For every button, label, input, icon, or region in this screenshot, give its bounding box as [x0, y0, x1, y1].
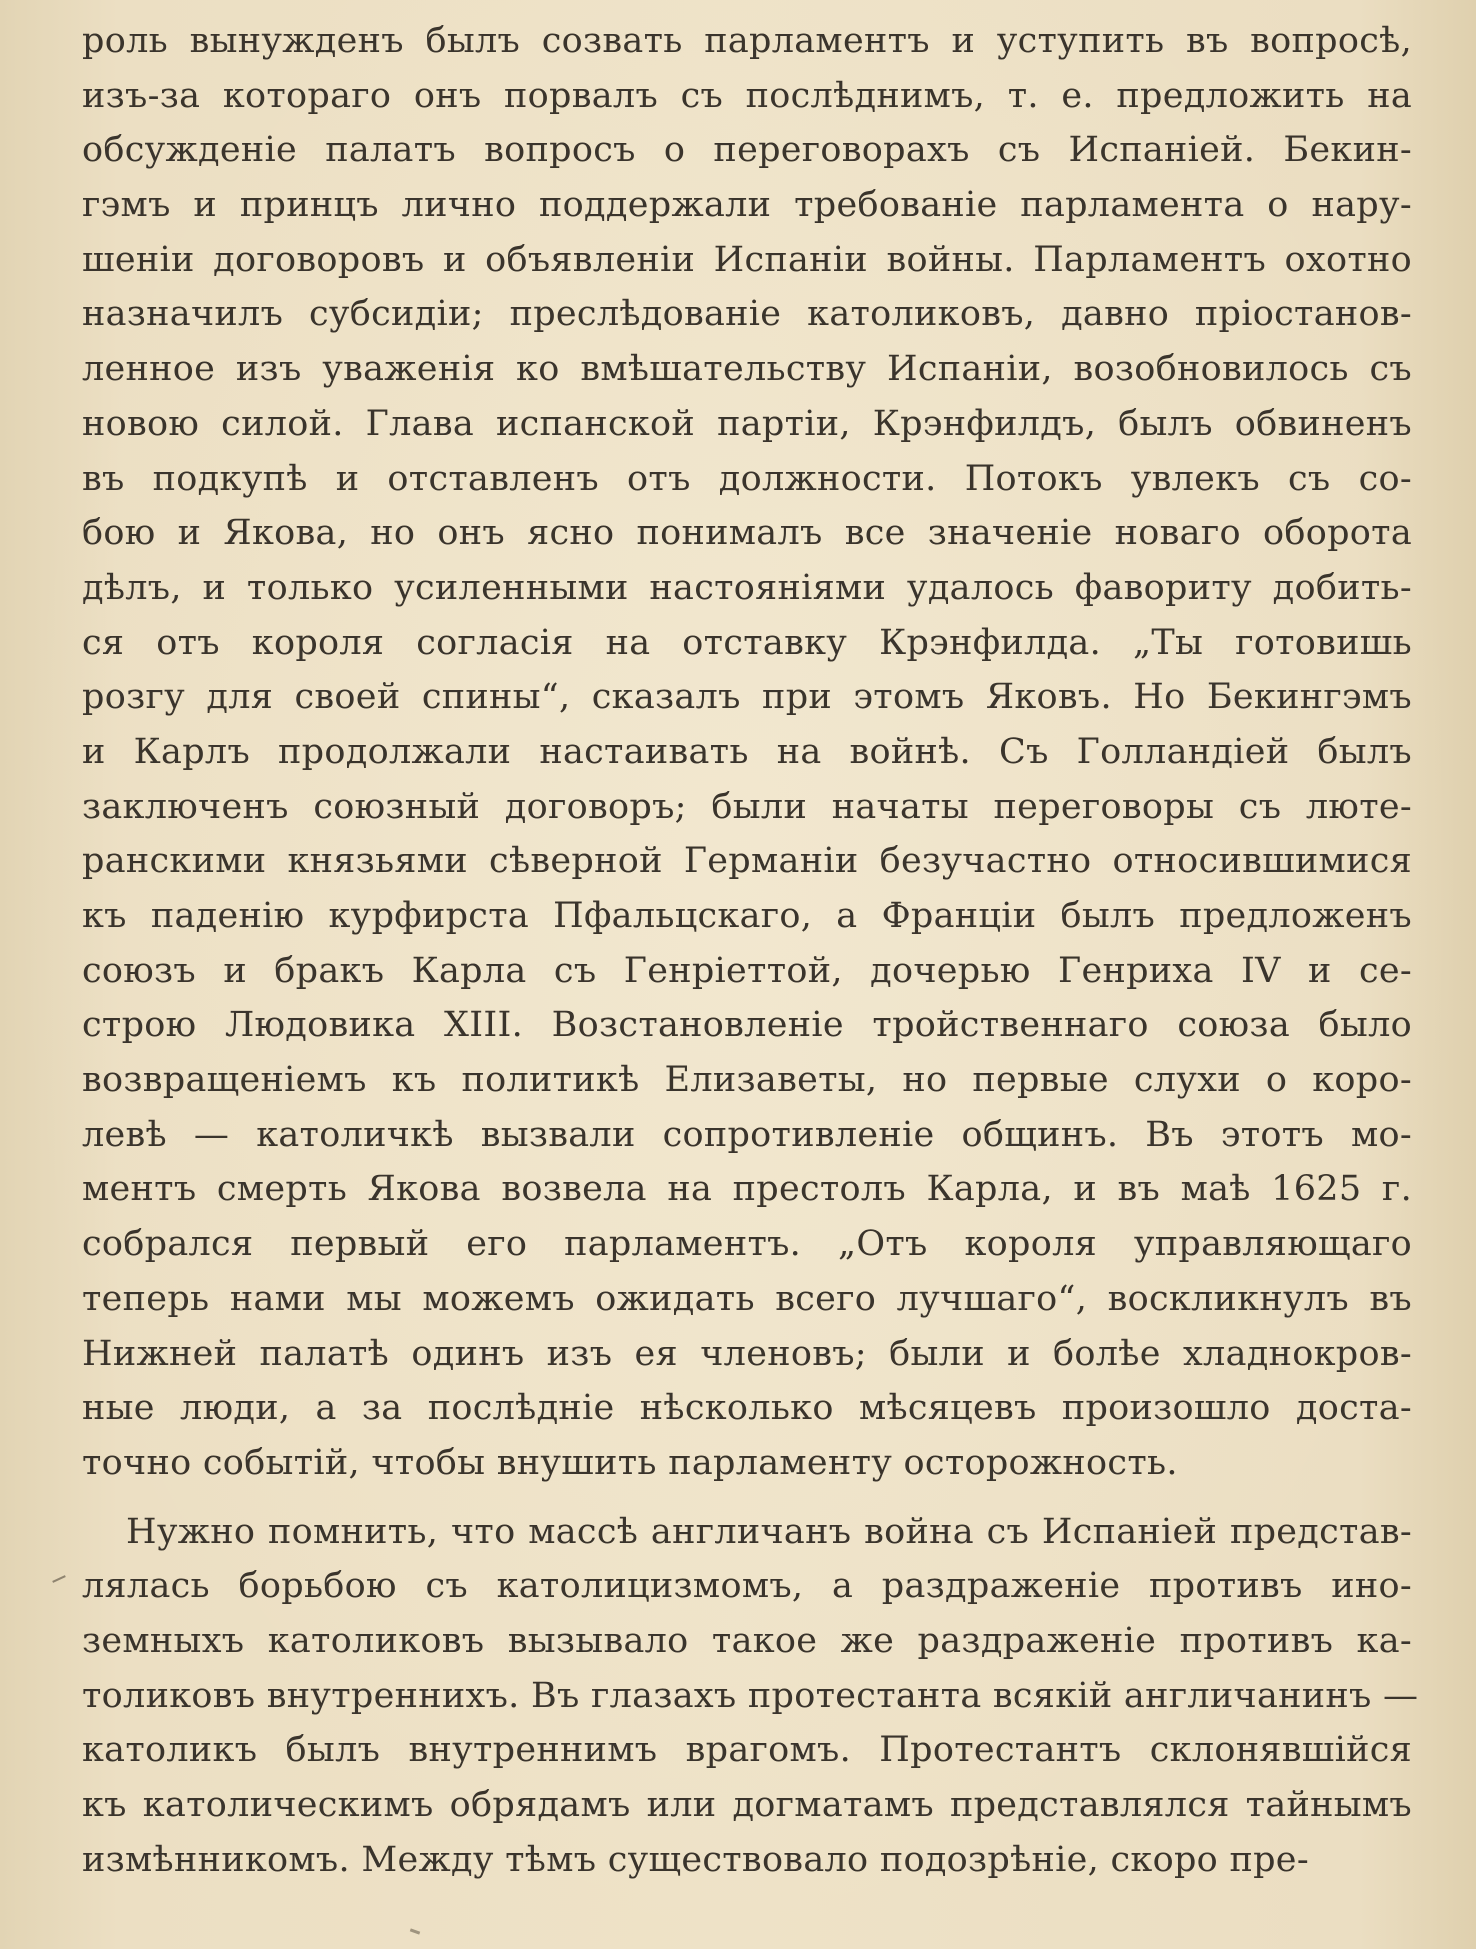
- margin-mark: [52, 1575, 66, 1583]
- text-line: теперь нами мы можемъ ожидать всего лучшаго“, воскликнулъ въ: [82, 1278, 1412, 1319]
- text-line: обсужденіе палатъ вопросъ о переговорахъ съ Испаніей. Бекин-: [82, 130, 1412, 171]
- text-line: гэмъ и принцъ лично поддержали требованіе парламента о нару-: [82, 185, 1412, 226]
- text-line: ся отъ короля согласія на отставку Крэнфилда. „Ты готовишь: [82, 622, 1412, 663]
- text-line: изъ-за котораго онъ порвалъ съ послѣднимъ, т. е. предложить на: [82, 75, 1412, 116]
- text-line: союзъ и бракъ Карла съ Генріеттой, дочерью Генриха IV и се-: [82, 950, 1412, 991]
- text-line: бою и Якова, но онъ ясно понималъ все значеніе новаго оборота: [82, 513, 1412, 554]
- text-line: въ подкупѣ и отставленъ отъ должности. Потокъ увлекъ съ со-: [82, 458, 1412, 499]
- text-line: шеніи договоровъ и объявленіи Испаніи войны. Парламентъ охотно: [82, 239, 1412, 280]
- page-text: [82, 14, 1419, 1887]
- text-line: ленное изъ уваженія ко вмѣшательству Испаніи, возобновилось съ: [82, 349, 1412, 390]
- text-line: земныхъ католиковъ вызывало такое же раздраженіе противъ ка-: [82, 1620, 1412, 1661]
- text-line: розгу для своей спины“, сказалъ при этомъ Яковъ. Но Бекингэмъ: [82, 677, 1412, 718]
- text-line: строю Людовика XIII. Возстановленіе тройственнаго союза было: [82, 1005, 1412, 1046]
- page-blemish: [410, 1928, 420, 1934]
- text-line: Нижней палатѣ одинъ изъ ея членовъ; были и болѣе хладнокров-: [82, 1333, 1412, 1374]
- paragraph-1: [82, 14, 1412, 1491]
- text-line: и Карлъ продолжали настаивать на войнѣ. Съ Голландіей былъ: [82, 731, 1412, 772]
- text-line: назначилъ субсидіи; преслѣдованіе католиковъ, давно пріостанов-: [82, 294, 1412, 335]
- text-line: точно событій, чтобы внушить парламенту осторожность.: [82, 1442, 1178, 1483]
- text-line: собрался первый его парламентъ. „Отъ короля управляющаго: [82, 1224, 1412, 1265]
- text-line: толиковъ внутреннихъ. Въ глазахъ протестанта всякій англичанинъ —: [82, 1675, 1419, 1716]
- text-line: дѣлъ, и только усиленными настояніями удалось фавориту добить-: [82, 567, 1412, 608]
- text-line: къ паденію курфирста Пфальцскаго, а Франціи былъ предложенъ: [82, 896, 1412, 936]
- text-line: заключенъ союзный договоръ; были начаты переговоры съ люте-: [82, 786, 1412, 827]
- text-line: возвращеніемъ къ политикѣ Елизаветы, но первые слухи о коро-: [82, 1060, 1412, 1101]
- text-line: новою силой. Глава испанской партіи, Крэнфилдъ, былъ обвиненъ: [82, 403, 1412, 444]
- text-line: роль вынужденъ былъ созвать парламентъ и уступить въ вопросѣ,: [82, 21, 1412, 61]
- text-line: ные люди, а за послѣдніе нѣсколько мѣсяцевъ произошло доста-: [82, 1388, 1412, 1429]
- text-line: къ католическимъ обрядамъ или догматамъ представлялся тайнымъ: [82, 1785, 1412, 1825]
- text-line: ранскими князьями сѣверной Германіи безучастно относившимися: [82, 841, 1412, 882]
- text-line: ментъ смерть Якова возвела на престолъ Карла, и въ маѣ 1625 г.: [82, 1169, 1412, 1210]
- paragraph-2: [82, 1505, 1419, 1888]
- text-line: католикъ былъ внутреннимъ врагомъ. Протестантъ склонявшійся: [82, 1730, 1412, 1771]
- text-line: Нужно помнить, что массѣ англичанъ война съ Испаніей представ-: [126, 1511, 1412, 1552]
- text-line: лялась борьбою съ католицизмомъ, а раздраженіе противъ ино-: [82, 1566, 1412, 1607]
- paragraph-gap: [82, 1491, 1412, 1505]
- text-line: измѣнникомъ. Между тѣмъ существовало подозрѣніе, скоро пре-: [82, 1839, 1309, 1880]
- text-line: левѣ — католичкѣ вызвали сопротивленіе общинъ. Въ этотъ мо-: [82, 1114, 1412, 1155]
